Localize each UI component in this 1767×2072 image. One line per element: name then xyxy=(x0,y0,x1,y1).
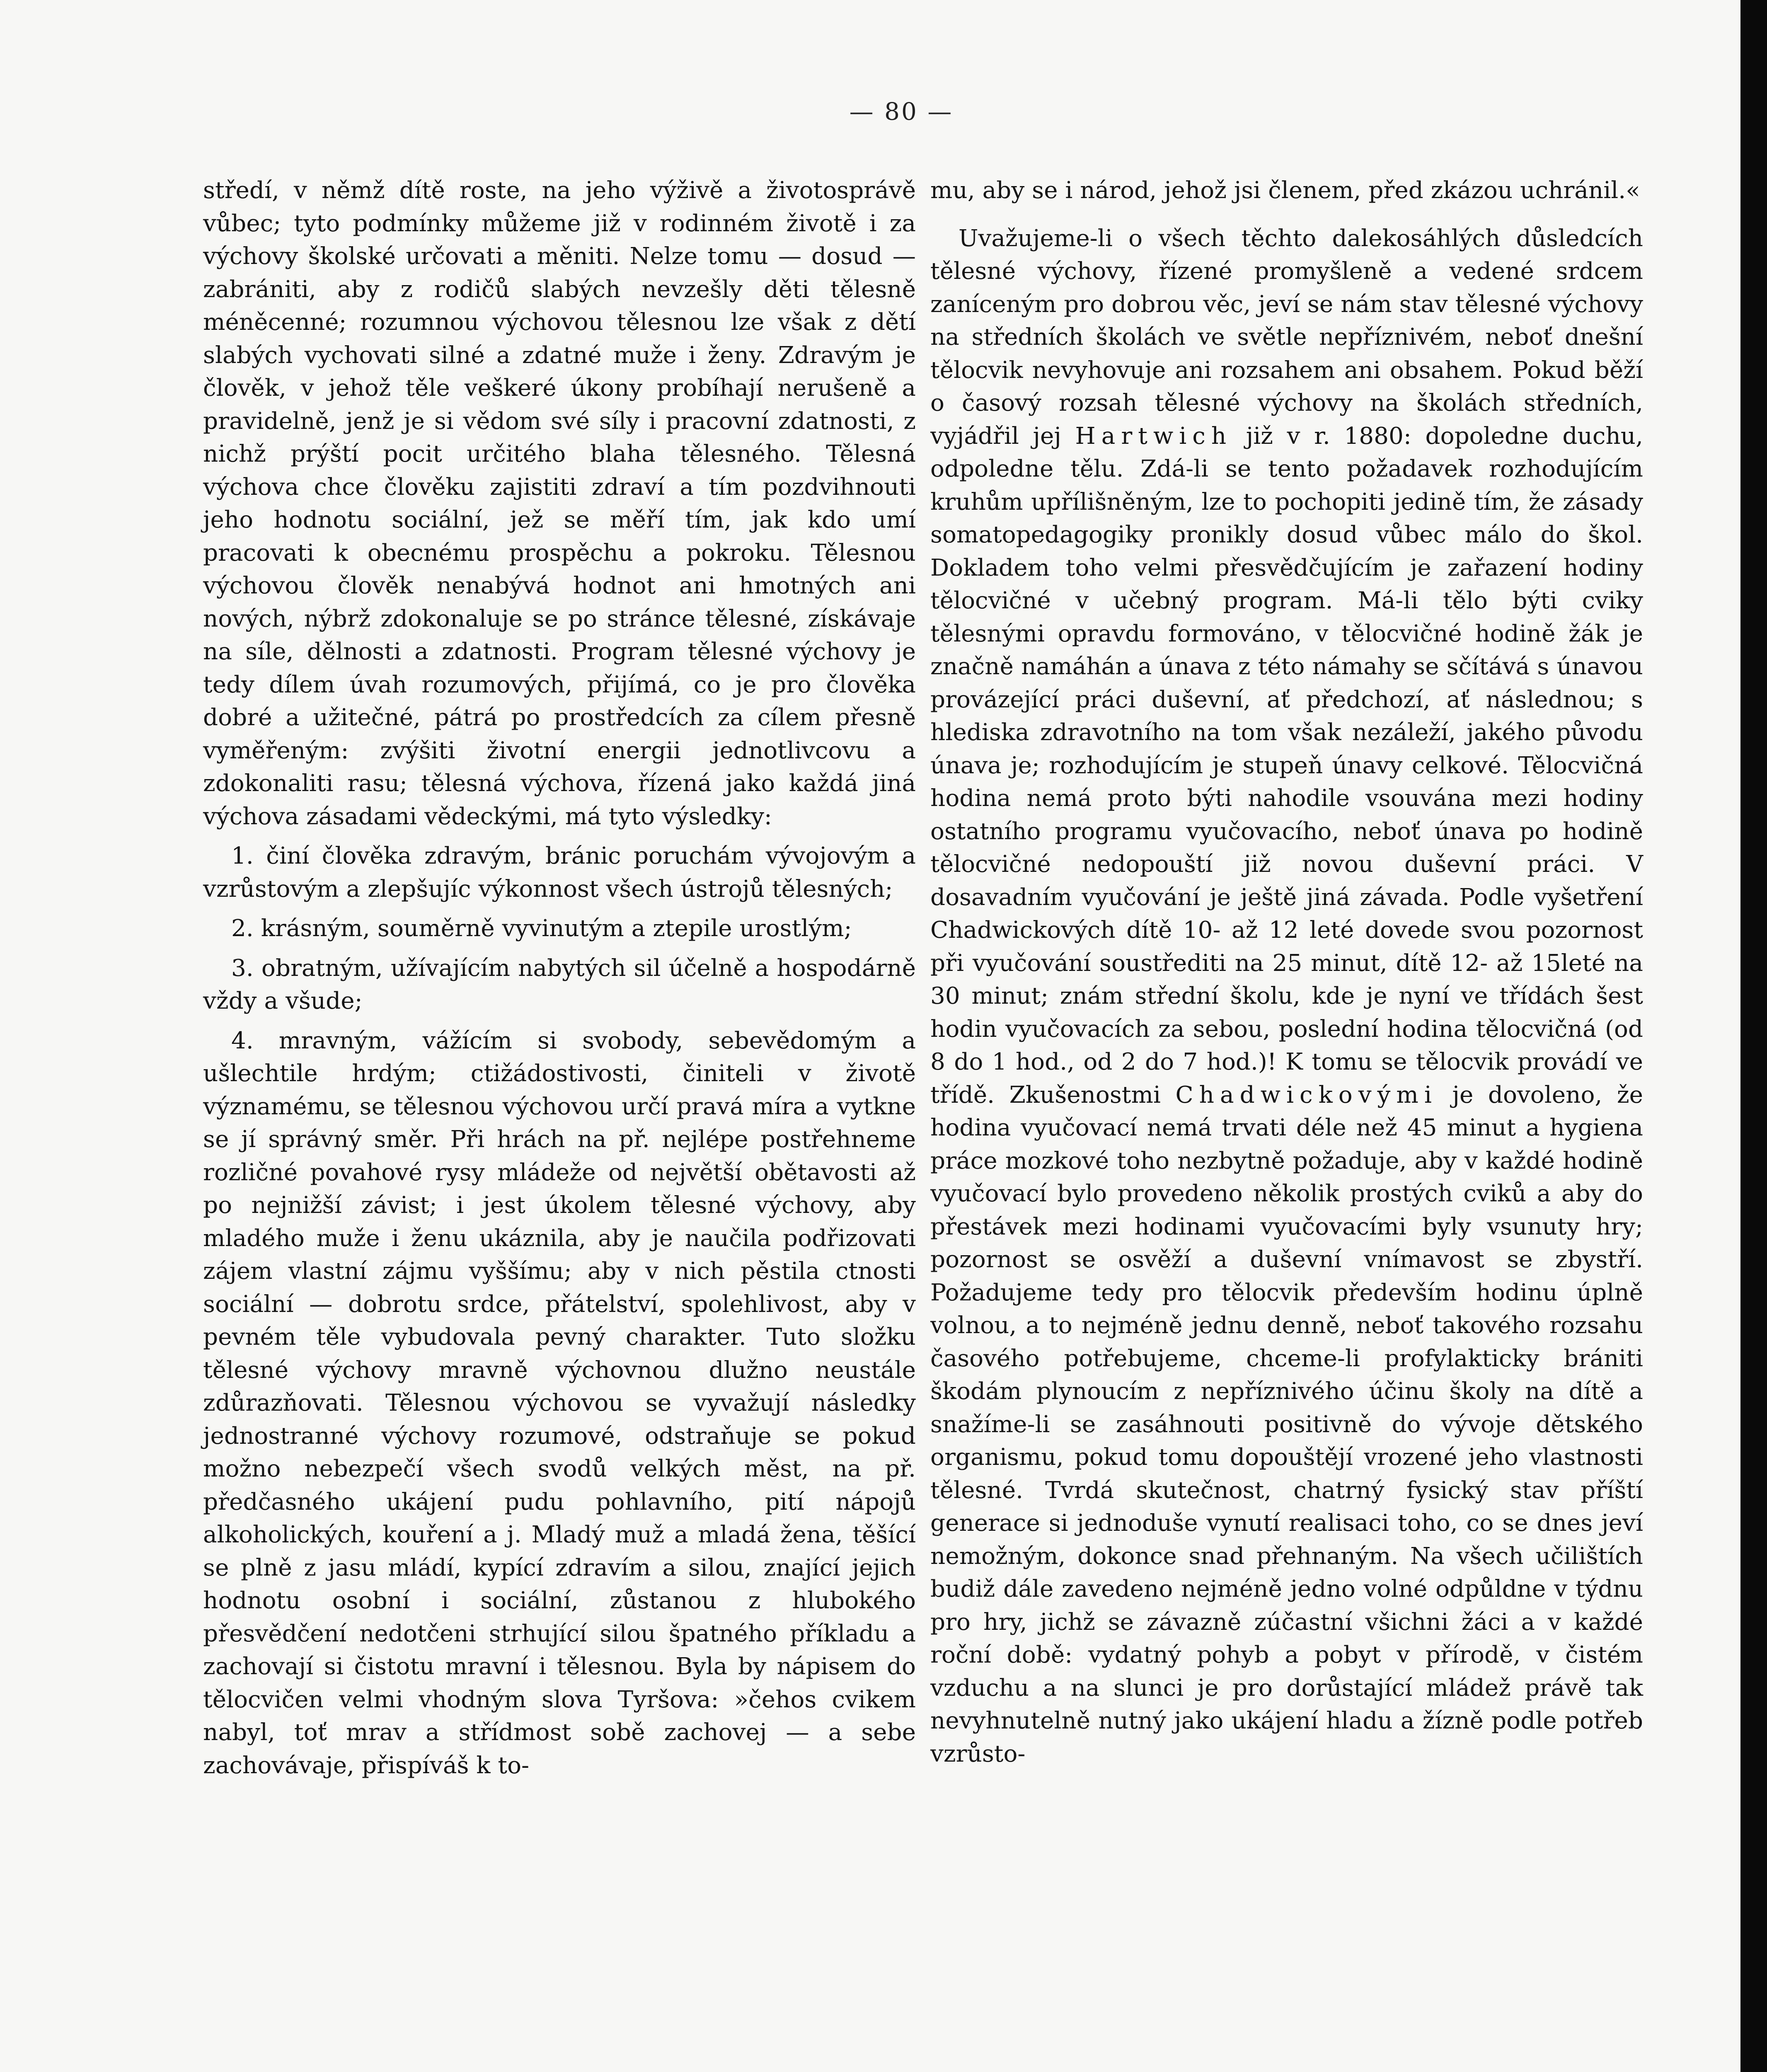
paragraph: středí, v němž dítě roste, na jeho výživě a životosprávě vůbec; tyto podmínky můžeme již v rodinném životě i za výchovy školské určovati a měniti. Nelze tomu — dosud — zabrániti, aby z rodičů slabých nevzešly děti tělesně méněcenné; rozumnou výchovou tělesnou lze však z dětí slabých vychovati silné a zdatné muže i ženy. Zdravým je člověk, v jehož těle veškeré úkony probíhají nerušeně a pravidelně, jenž je si vědom své síly i pracovní zdatnosti, z nichž prýští pocit určitého blaha tělesného. Tělesná výchova chce člověku zajistiti zdraví a tím pozdvihnouti jeho hodnotu sociální, jež se měří tím, jak kdo umí pracovati k obecnému prospěchu a pokroku. Tělesnou výchovou člověk nenabývá hodnot ani hmotných ani nových, nýbrž zdokonaluje se po stránce tělesné, získávaje na síle, dělnosti a zdatnosti. Program tělesné výchovy je tedy dílem úvah rozumových, přijímá, co je pro člověka dobré a užitečné, pátrá po prostředcích za cílem přesně vyměřeným: zvýšiti životní energii jednotlivcovu a zdokonaliti rasu; tělesná výchova, řízená jako každá jiná výchova zásadami vědeckými, má tyto výsledky: xyxy=(203,177,916,830)
author-name-hartwich: Hartwich xyxy=(1075,422,1232,450)
author-name-chadwick: Chadwickovými xyxy=(1175,1081,1438,1109)
paragraph xyxy=(930,222,1643,1771)
paragraph-text: je dovoleno, že hodina vyučovací nemá trvati déle než 45 minut a hygiena práce mozkové toho nezbytně požaduje, aby v každé hodině vyučovací bylo provedeno několik prostých cviků a aby do přestávek mezi hodinami vyučovacími byly vsunuty hry; pozornost se osvěží a duševní vnímavost se zbystří. Požadujeme tedy pro tělocvik především hodinu úplně volnou, a to nejméně jednu denně, neboť takového rozsahu časového potřebujeme, chceme-li profylakticky brániti škodám plynoucím z nepříznivého účinu školy na dítě a snažíme-li se zasáhnouti positivně do vývoje dětského organismu, pokud tomu dopouštějí vrozené jeho vlastnosti tělesné. Tvrdá skutečnost, chatrný fysický stav příští generace si jednoduše vynutí realisaci toho, co se dnes jeví nemožným, dokonce snad přehnaným. Na všech učilištích budiž dále zavedeno nejméně jedno volné odpůldne v týdnu pro hry, jichž se závazně zúčastní všichni žáci a v každé roční době: vydatný pohyb a pobyt v přírodě, v čistém vzduchu a na slunci je pro dorůstající mládež právě tak nevyhnutelně nutný jako ukájení hladu a žízně podle potřeb vzrůsto- xyxy=(930,1081,1643,1767)
list-item: 3. obratným, užívajícím nabytých sil účelně a hospodárně vždy a všude; xyxy=(203,954,916,1014)
right-column xyxy=(930,174,1643,1770)
page-number: — 80 — xyxy=(849,97,954,126)
paragraph: mu, aby se i národ, jehož jsi členem, před zkázou uchránil.« xyxy=(930,177,1640,204)
list-item: 1. činí člověka zdravým, bránic poruchám vývojovým a vzrůstovým a zlepšujíc výkonnost všech ústrojů tělesných; xyxy=(203,842,916,903)
scan-edge xyxy=(1740,0,1767,2072)
paragraph-text: již v r. 1880: dopoledne duchu, odpoledne tělu. Zdá-li se tento požadavek rozhodujícím kruhům upřílišněným, lze to pochopiti jedině tím, že zásady somatopedagogiky pronikly dosud vůbec málo do škol. Dokladem toho velmi přesvědčujícím je zařazení hodiny tělocvičné v učebný program. Má-li tělo býti cviky tělesnými opravdu formováno, v tělocvičné hodině žák je značně namáhán a únava z této námahy se sčítává s únavou provázející práci duševní, ať předchozí, ať následnou; s hlediska zdravotního na tom však nezáleží, jakého původu únava je; rozhodujícím je stupeň únavy celkové. Tělocvičná hodina nemá proto býti nahodile vsouvána mezi hodiny ostatního programu vyučovacího, neboť únava po hodině tělocvičné nedopouští již novou duševní práci. V dosavadním vyučování je ještě jiná závada. Podle vyšetření Chadwickových dítě 10- až 12 leté dovede svou pozornost při vyučování soustřediti na 25 minut, dítě 12- až 15leté na 30 minut; znám střední školu, kde je nyní ve třídách šest hodin vyučovacích za sebou, poslední hodina tělocvičná (od 8 do 1 hod., od 2 do 7 hod.)! K tomu se tělocvik provádí ve třídě. Zkušenostmi xyxy=(930,422,1643,1109)
left-column xyxy=(203,174,916,1782)
paragraph-text: Uvažujeme-li o všech těchto dalekosáhlých důsledcích tělesné výchovy, řízené promyšleně a vedené srdcem zaníceným pro dobrou věc, jeví se nám stav tělesné výchovy na středních školách ve světle nepříznivém, neboť dnešní tělocvik nevyhovuje ani rozsahem ani obsahem. Pokud běží o časový rozsah tělesné výchovy na školách středních, vyjádřil jej xyxy=(930,225,1643,450)
list-item: 2. krásným, souměrně vyvinutým a ztepile urostlým; xyxy=(231,915,852,942)
list-item: 4. mravným, vážícím si svobody, sebevědomým a ušlechtile hrdým; ctižádostivosti, činiteli v životě významému, se tělesnou výchovou určí pravá míra a vytkne se jí správný směr. Při hrách na př. nejlépe postřehneme rozličné povahové rysy mládeže od největší obětavosti až po nejnižší závist; i jest úkolem tělesné výchovy, aby mladého muže i ženu ukáznila, aby je naučila podřizovati zájem vlastní zájmu vyššímu; aby v nich pěstila ctnosti sociální — dobrotu srdce, přátelství, spolehlivost, aby v pevném těle vybudovala pevný charakter. Tuto složku tělesné výchovy mravně výchovnou dlužno neustále zdůrazňovati. Tělesnou výchovou se vyvažují následky jednostranné výchovy rozumové, odstraňuje se pokud možno nebezpečí všech svodů velkých měst, na př. předčasného ukájení pudu pohlavního, pití nápojů alkoholických, kouření a j. Mladý muž a mladá žena, těšící se plně z jasu mládí, kypící zdravím a silou, znající jejich hodnotu osobní i sociální, zůstanou z hlubokého přesvědčení nedotčeni strhující silou špatného příkladu a zachovají si čistotu mravní i tělesnou. Byla by nápisem do tělocvičen velmi vhodným slova Tyršova: »čehos cvikem nabyl, toť mrav a střídmost sobě zachovej — a sebe zachovávaje, přispíváš k to- xyxy=(203,1027,916,1779)
